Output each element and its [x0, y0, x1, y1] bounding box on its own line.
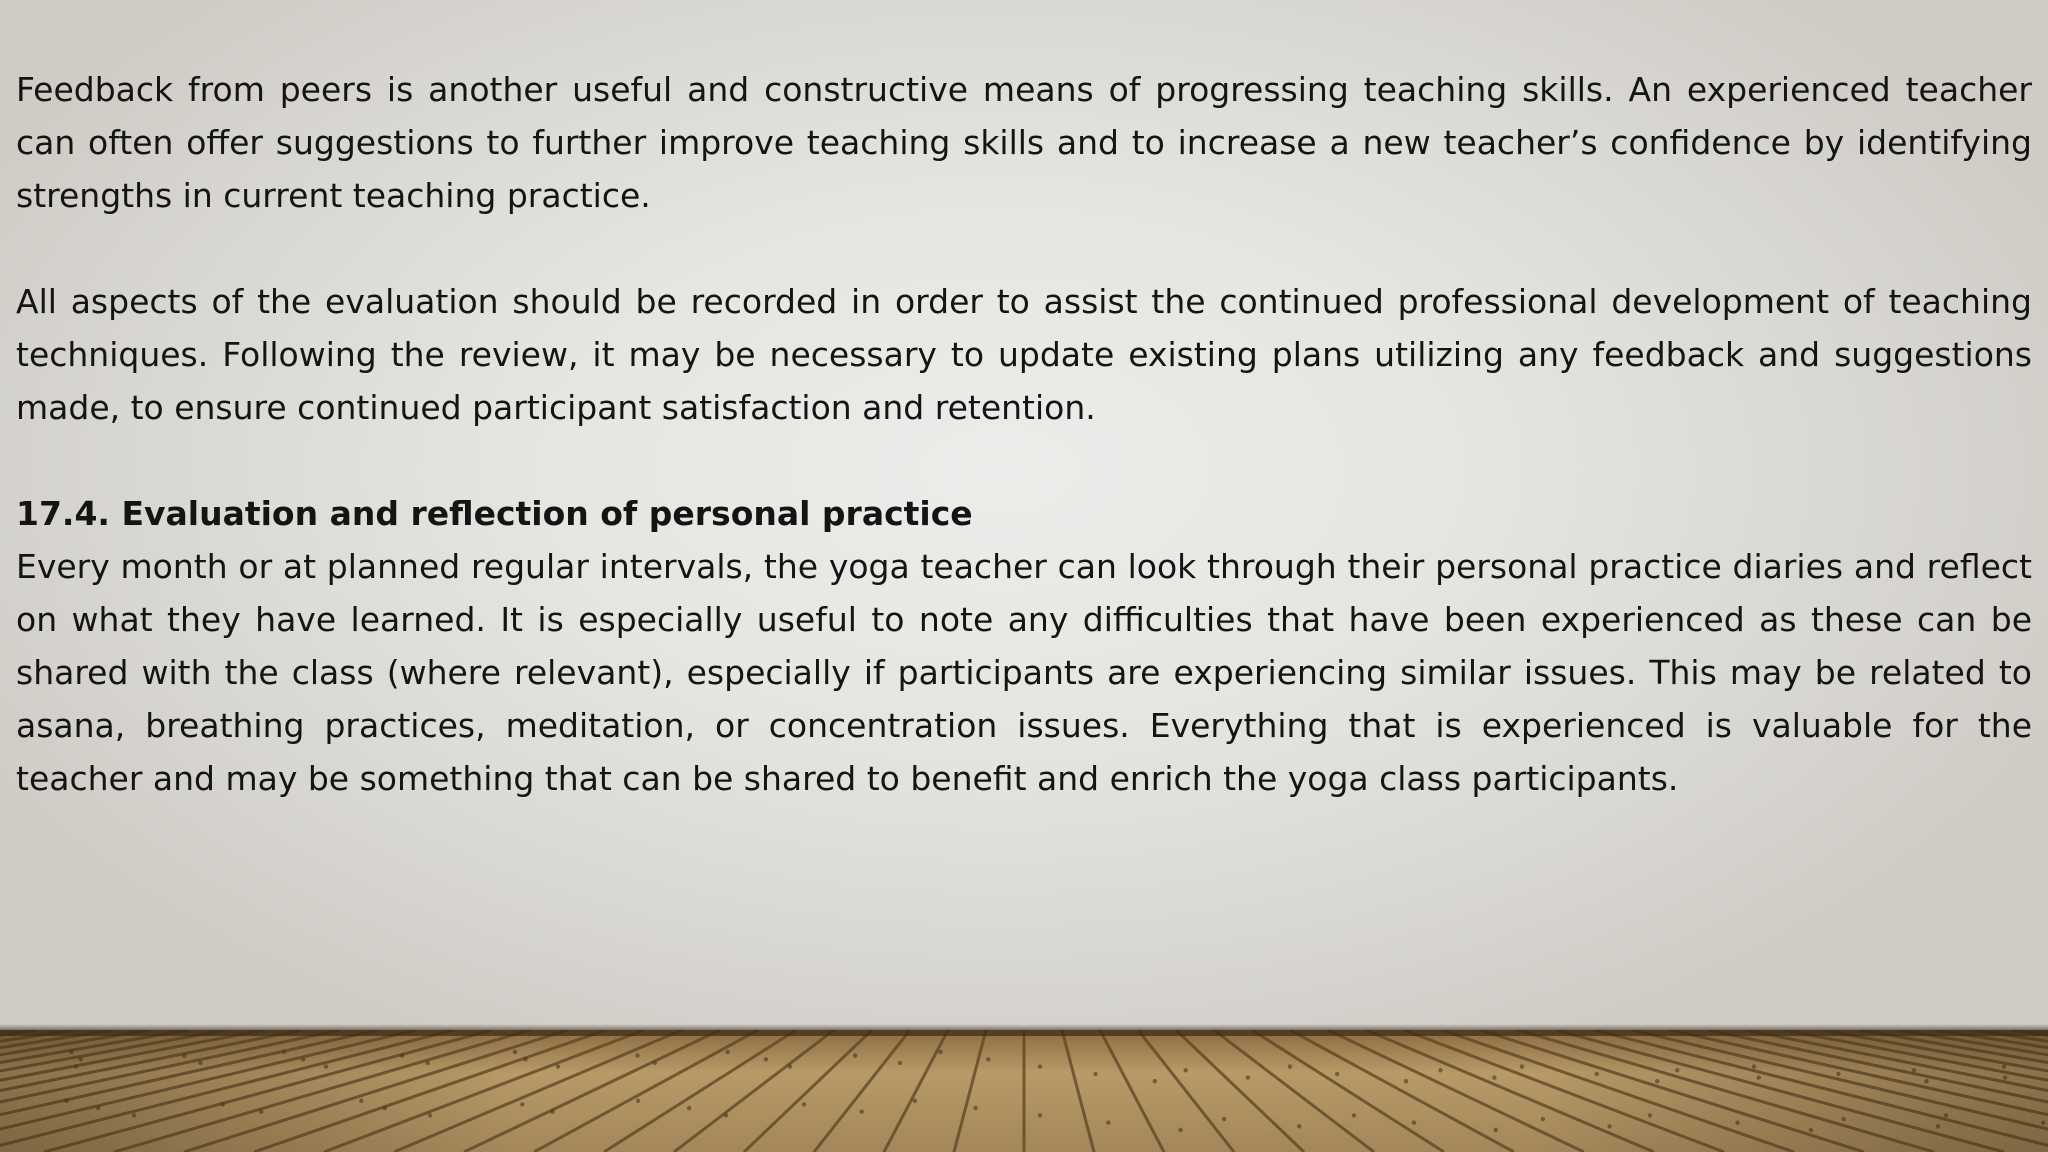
- paragraph-evaluation-records: All aspects of the evaluation should be recorded in order to assist the continued professional development of teaching techniques. Following the review, it may be necessary to update existing plans utilizing any feedback and suggestions made, to ensure continued participant satisfaction and retention.: [16, 282, 2032, 427]
- paragraph-spacer: [16, 434, 2032, 487]
- section-heading: 17.4. Evaluation and reflection of personal practice: [16, 494, 973, 533]
- slide-content: [16, 63, 2032, 805]
- wooden-floor: [0, 1030, 2048, 1152]
- paragraph-personal-practice: Every month or at planned regular intervals, the yoga teacher can look through their personal practice diaries and reflect on what they have learned. It is especially useful to note any difficulties that have been experienced as these can be shared with the class (where relevant), especially if participants are experiencing similar issues. This may be related to asana, breathing practices, meditation, or concentration issues. Everything that is experienced is valuable for the teacher and may be something that can be shared to benefit and enrich the yoga class participants.: [16, 547, 2032, 798]
- paragraph-spacer: [16, 222, 2032, 275]
- paragraph-peer-feedback: Feedback from peers is another useful and constructive means of progressing teaching skills. An experienced teacher can often offer suggestions to further improve teaching skills and to increase a new teacher’s confidence by identifying strengths in current teaching practice.: [16, 70, 2032, 215]
